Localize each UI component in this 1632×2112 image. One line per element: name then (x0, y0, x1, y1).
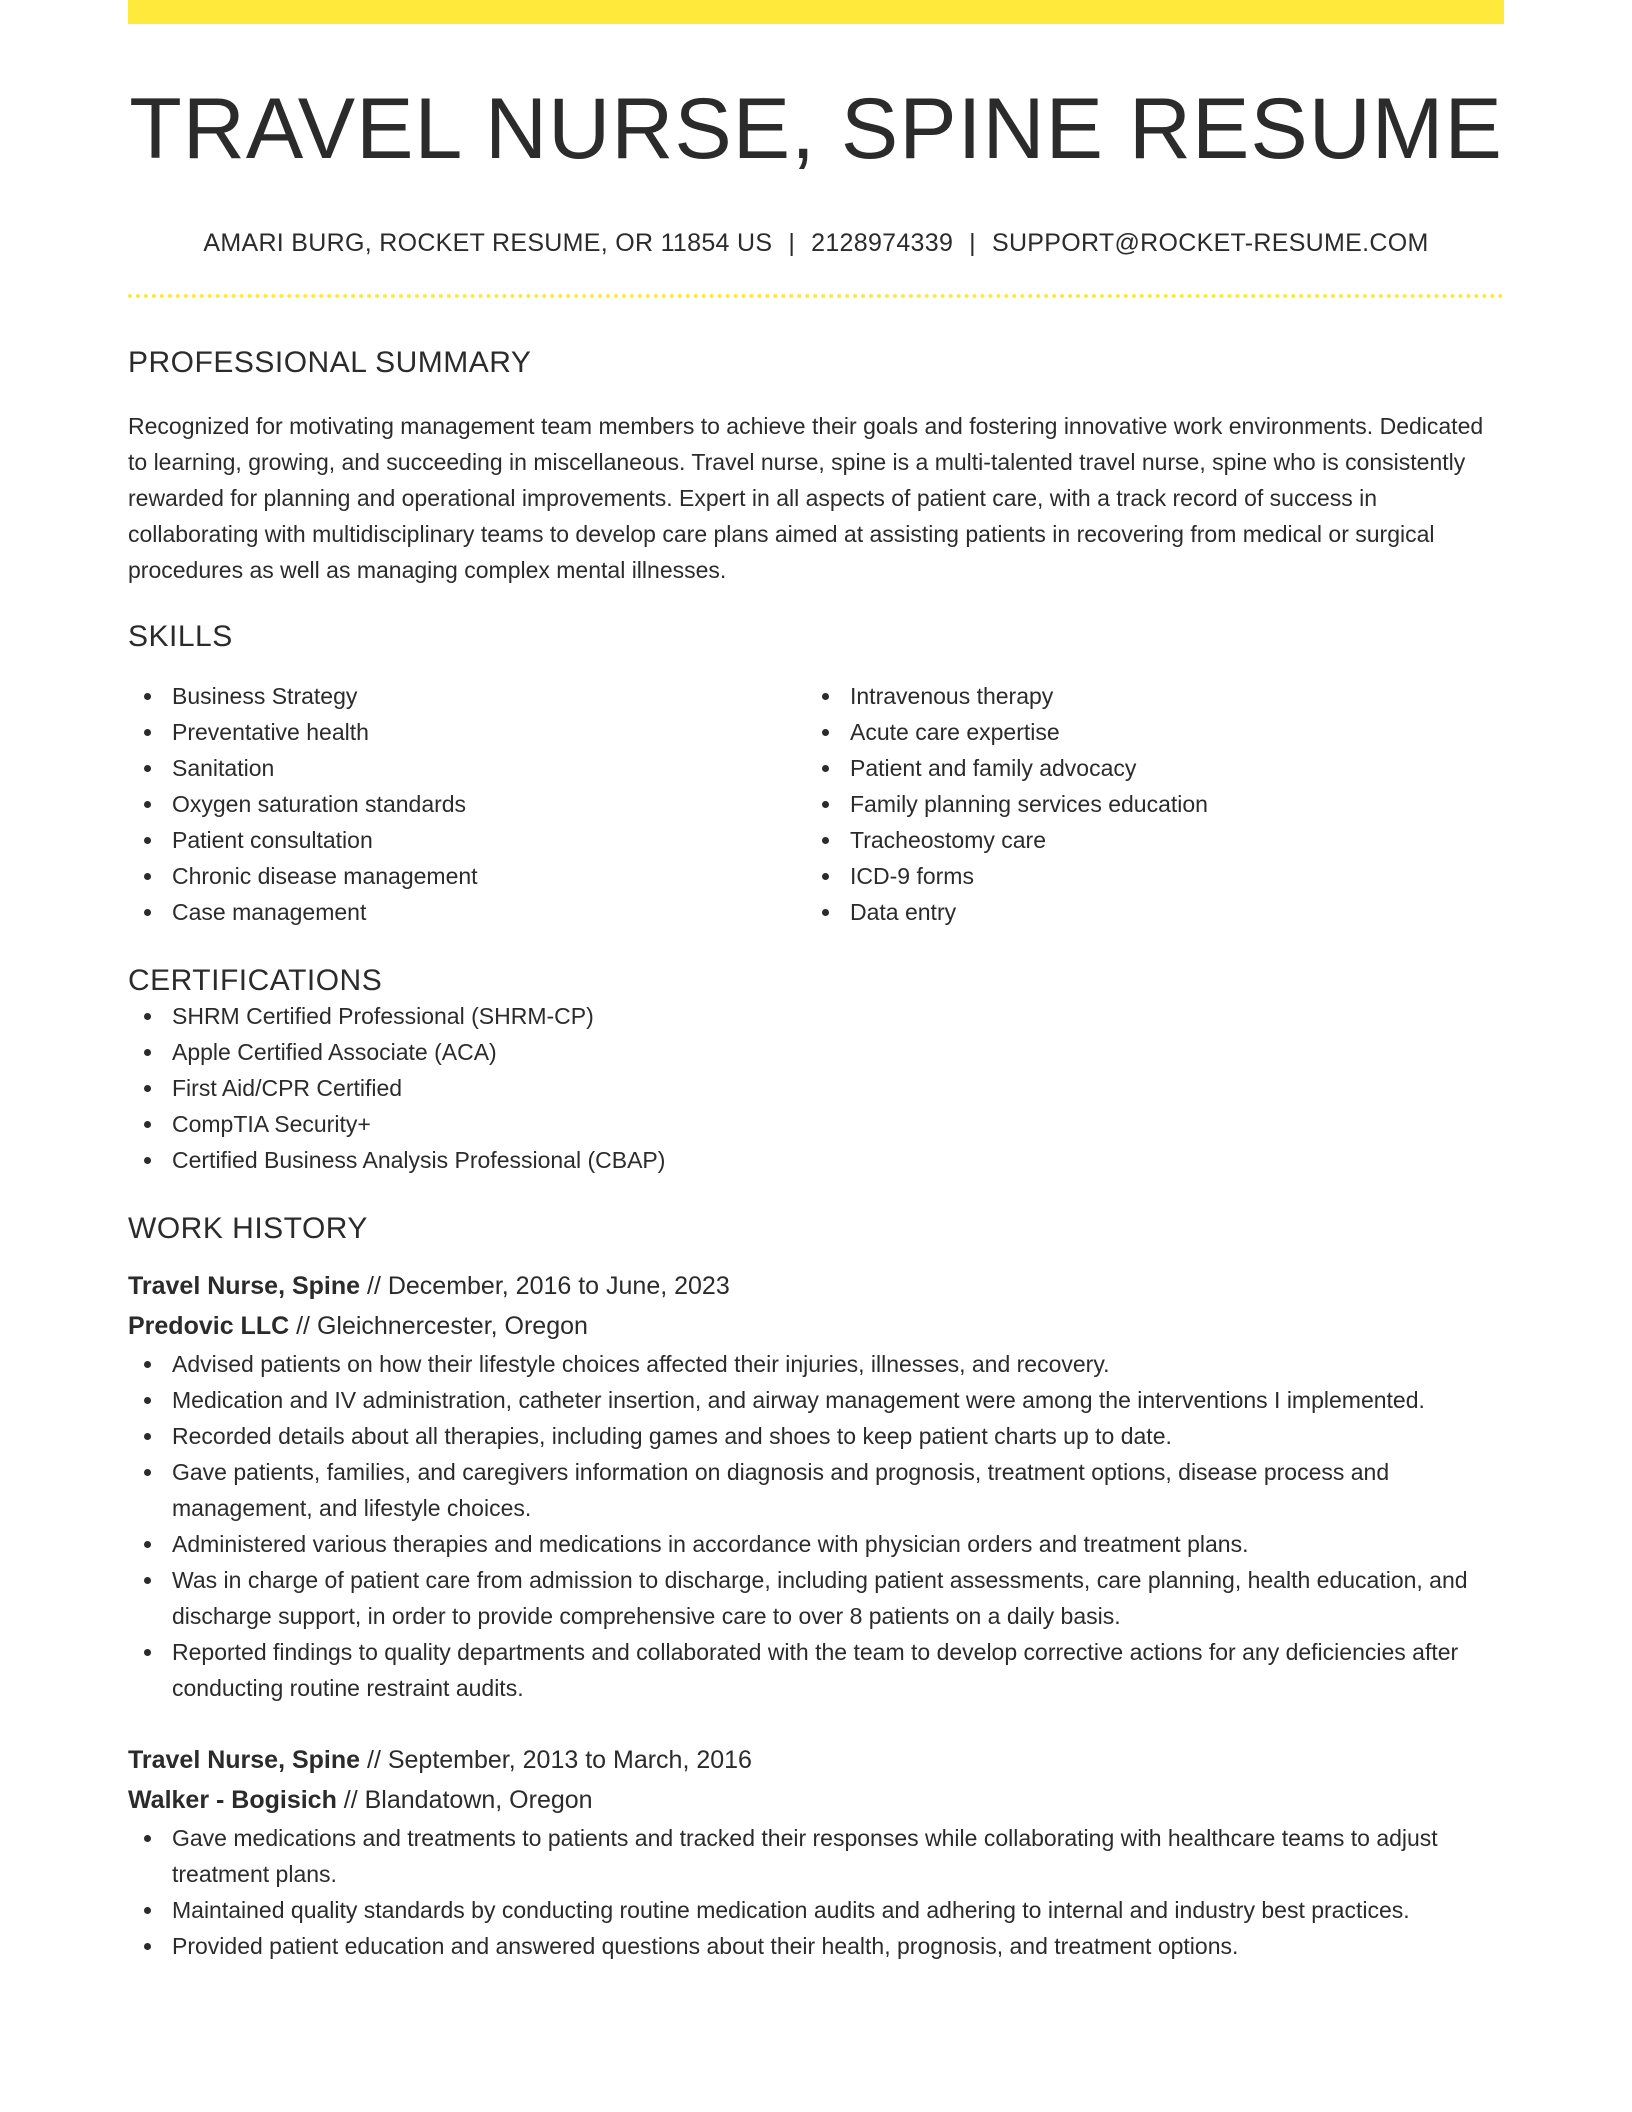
contact-email: SUPPORT@ROCKET-RESUME.COM (991, 228, 1429, 257)
certification-item: Apple Certified Associate (ACA) (128, 1034, 1504, 1070)
contact-line (128, 229, 1504, 258)
skill-item: Tracheostomy care (806, 822, 1484, 858)
professional-summary-section (128, 346, 1504, 588)
skill-item: Case management (128, 894, 806, 930)
job-title: Travel Nurse, Spine (128, 1271, 361, 1300)
certification-item: SHRM Certified Professional (SHRM-CP) (128, 998, 1504, 1034)
duty-item: Reported findings to quality departments and collaborated with the team to develop corrective actions for any deficiencies after conducting routine restraint audits. (128, 1634, 1504, 1706)
skill-item: Oxygen saturation standards (128, 786, 806, 822)
skill-item: Preventative health (128, 714, 806, 750)
section-heading: SKILLS (128, 619, 233, 653)
duty-item: Maintained quality standards by conducting routine medication audits and adhering to internal and industry best practices. (128, 1892, 1504, 1928)
contact-separator: | (969, 228, 976, 257)
skill-item: Patient and family advocacy (806, 750, 1484, 786)
work-history-section (128, 1212, 1504, 1964)
section-heading: CERTIFICATIONS (128, 963, 383, 997)
job-dates: // December, 2016 to June, 2023 (360, 1271, 730, 1300)
top-accent-bar (128, 0, 1504, 24)
job-title-line (128, 1266, 1504, 1306)
certification-item: CompTIA Security+ (128, 1106, 1504, 1142)
skill-item: Acute care expertise (806, 714, 1484, 750)
skill-item: Family planning services education (806, 786, 1484, 822)
skills-column-right (806, 678, 1484, 930)
duty-item: Provided patient education and answered questions about their health, prognosis, and treatment options. (128, 1928, 1504, 1964)
summary-text: Recognized for motivating management team members to achieve their goals and fostering innovative work environments. Dedicated to learning, growing, and succeeding in miscellaneous. Travel nurse, spine is a multi-talented travel nurse, spine who is consistently rewarded for planning and operational improvements. Expert in all aspects of patient care, with a track record of success in collaborating with multidisciplinary teams to develop care plans aimed at assisting patients in recovering from medical or surgical procedures as well as managing complex mental illnesses. (128, 412, 1484, 583)
contact-separator: | (788, 228, 796, 257)
skill-item: ICD-9 forms (806, 858, 1484, 894)
job-duties (128, 1346, 1504, 1706)
job-company-line (128, 1780, 1504, 1820)
certifications-section (128, 964, 1504, 1178)
certifications-list (128, 998, 1504, 1178)
certification-item: Certified Business Analysis Professional (CBAP) (128, 1142, 1504, 1178)
duty-item: Gave medications and treatments to patients and tracked their responses while collaborating with healthcare teams to adjust treatment plans. (128, 1820, 1504, 1892)
job-entry (128, 1740, 1504, 1964)
duty-item: Was in charge of patient care from admission to discharge, including patient assessments, care planning, health education, and discharge support, in order to provide comprehensive care to over 8 patients on a daily basis. (128, 1562, 1504, 1634)
skill-item: Intravenous therapy (806, 678, 1484, 714)
resume-page (128, 0, 1504, 2112)
resume-title: TRAVEL NURSE, SPINE RESUME (129, 81, 1503, 177)
skills-grid (128, 678, 1504, 930)
job-title: Travel Nurse, Spine (128, 1745, 361, 1774)
skill-item: Sanitation (128, 750, 806, 786)
job-dates: // September, 2013 to March, 2016 (360, 1745, 752, 1774)
contact-address: AMARI BURG, ROCKET RESUME, OR 11854 US (203, 228, 773, 257)
certification-item: First Aid/CPR Certified (128, 1070, 1504, 1106)
job-company: Walker - Bogisich (128, 1785, 337, 1814)
duty-item: Medication and IV administration, catheter insertion, and airway management were among the interventions I implemented. (128, 1382, 1504, 1418)
section-heading: WORK HISTORY (128, 1211, 368, 1245)
job-title-line (128, 1740, 1504, 1780)
dotted-divider (128, 294, 1504, 298)
skills-section (128, 620, 1504, 930)
job-location: // Gleichnercester, Oregon (289, 1311, 588, 1340)
job-location: // Blandatown, Oregon (336, 1785, 593, 1814)
job-company: Predovic LLC (128, 1311, 290, 1340)
skill-item: Business Strategy (128, 678, 806, 714)
duty-item: Gave patients, families, and caregivers information on diagnosis and prognosis, treatment options, disease process and management, and lifestyle choices. (128, 1454, 1504, 1526)
skill-item: Patient consultation (128, 822, 806, 858)
job-company-line (128, 1306, 1504, 1346)
skill-item: Chronic disease management (128, 858, 806, 894)
skills-column-left (128, 678, 806, 930)
skill-item: Data entry (806, 894, 1484, 930)
job-entry (128, 1266, 1504, 1706)
duty-item: Administered various therapies and medications in accordance with physician orders and treatment plans. (128, 1526, 1504, 1562)
contact-phone: 2128974339 (811, 228, 954, 257)
duty-item: Advised patients on how their lifestyle choices affected their injuries, illnesses, and recovery. (128, 1346, 1504, 1382)
section-heading: PROFESSIONAL SUMMARY (128, 345, 532, 379)
duty-item: Recorded details about all therapies, including games and shoes to keep patient charts up to date. (128, 1418, 1504, 1454)
job-duties (128, 1820, 1504, 1964)
